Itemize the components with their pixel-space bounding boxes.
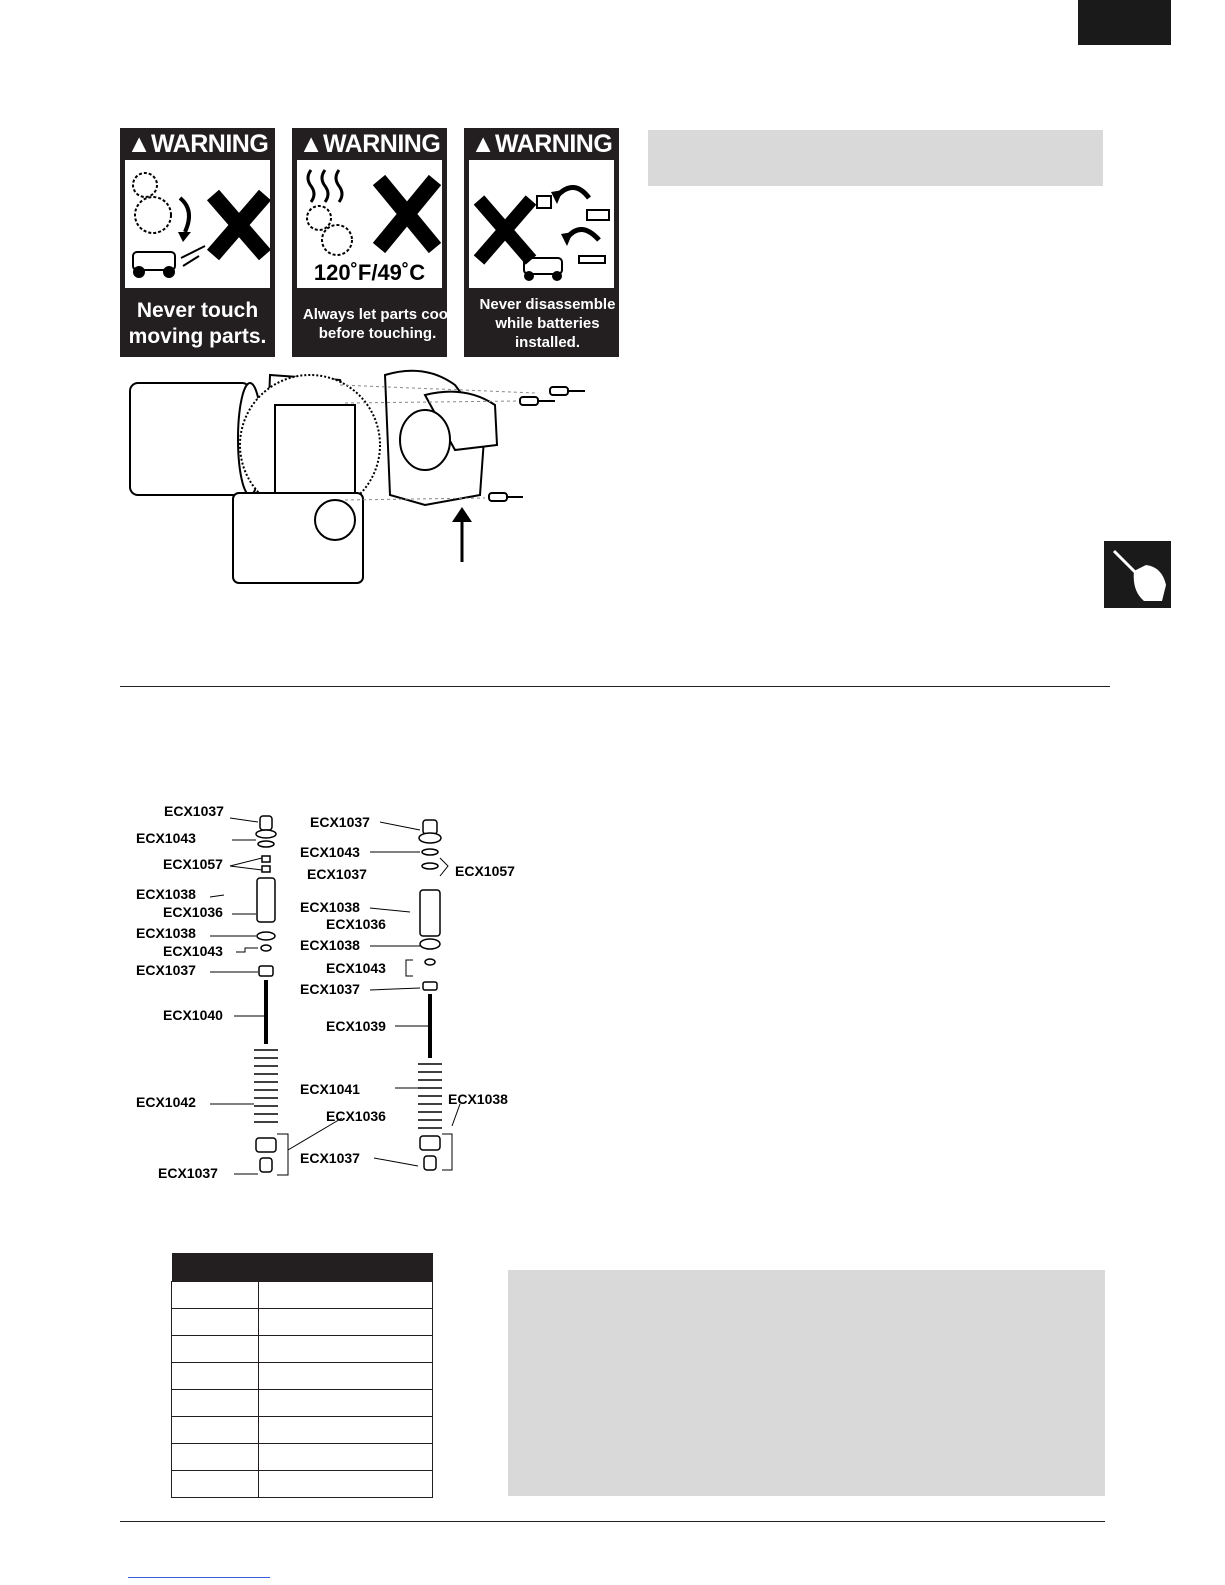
warning-header: ▲WARNING [470,130,613,158]
part-label: ECX1037 [158,1165,218,1181]
part-label: ECX1038 [448,1091,508,1107]
moving-gears-hand-icon [125,160,270,288]
section-divider [120,686,1110,687]
part-label: ECX1038 [136,886,196,902]
part-label: ECX1057 [163,856,223,872]
warning-caption: Always let parts cool before touching. [302,305,453,342]
warning-sign-hot-parts [292,128,453,357]
table-row [172,1336,433,1363]
table-row [172,1309,433,1336]
part-label: ECX1036 [326,916,386,932]
table-row [172,1471,433,1498]
part-label: ECX1037 [136,962,196,978]
part-label: ECX1042 [136,1094,196,1110]
part-label: ECX1038 [300,899,360,915]
part-label: ECX1043 [163,943,223,959]
part-label: ECX1037 [307,866,367,882]
part-label: ECX1038 [300,937,360,953]
warning-triangle-icon: ▲ [126,130,151,158]
part-label: ECX1043 [326,960,386,976]
footer-link[interactable] [128,1577,270,1578]
language-tab [1078,0,1171,45]
warning-triangle-icon: ▲ [470,130,495,158]
table-row [172,1390,433,1417]
shock-exploded-diagram [130,803,550,1203]
part-label: ECX1037 [164,803,224,819]
part-label: ECX1043 [136,830,196,846]
warning-header: ▲WARNING [126,130,269,158]
part-label: ECX1037 [300,1150,360,1166]
table-row [172,1363,433,1390]
table-row [172,1282,433,1309]
battery-disassembly-icon [469,160,614,288]
hot-parts-hand-icon [297,160,442,288]
part-label: ECX1038 [136,925,196,941]
warning-sign-moving-parts [120,128,275,357]
warning-sign-batteries [464,128,619,357]
info-box-top [648,130,1103,186]
footer-divider [120,1521,1105,1522]
warning-triangle-icon: ▲ [298,130,323,158]
part-label: ECX1037 [310,814,370,830]
part-label: ECX1041 [300,1081,360,1097]
warning-caption: Never disassemble while batteries installed. [479,296,616,351]
part-label: ECX1040 [163,1007,223,1023]
part-label: ECX1036 [163,904,223,920]
table-row [172,1417,433,1444]
part-label: ECX1039 [326,1018,386,1034]
temperature-label: 120˚F/49˚C [313,260,426,285]
part-label: ECX1036 [326,1108,386,1124]
parts-table [171,1253,433,1498]
info-box-bottom [508,1270,1105,1496]
part-label: ECX1037 [300,981,360,997]
tool-tab [1104,541,1171,608]
screwdriver-hand-icon [1104,541,1171,608]
warning-caption: Never touch moving parts. [128,298,267,348]
gearbox-cover-illustration [125,365,595,595]
part-label: ECX1057 [455,863,515,879]
part-label: ECX1043 [300,844,360,860]
table-header-row [172,1253,433,1282]
table-row [172,1444,433,1471]
warning-header: ▲WARNING [298,130,441,158]
